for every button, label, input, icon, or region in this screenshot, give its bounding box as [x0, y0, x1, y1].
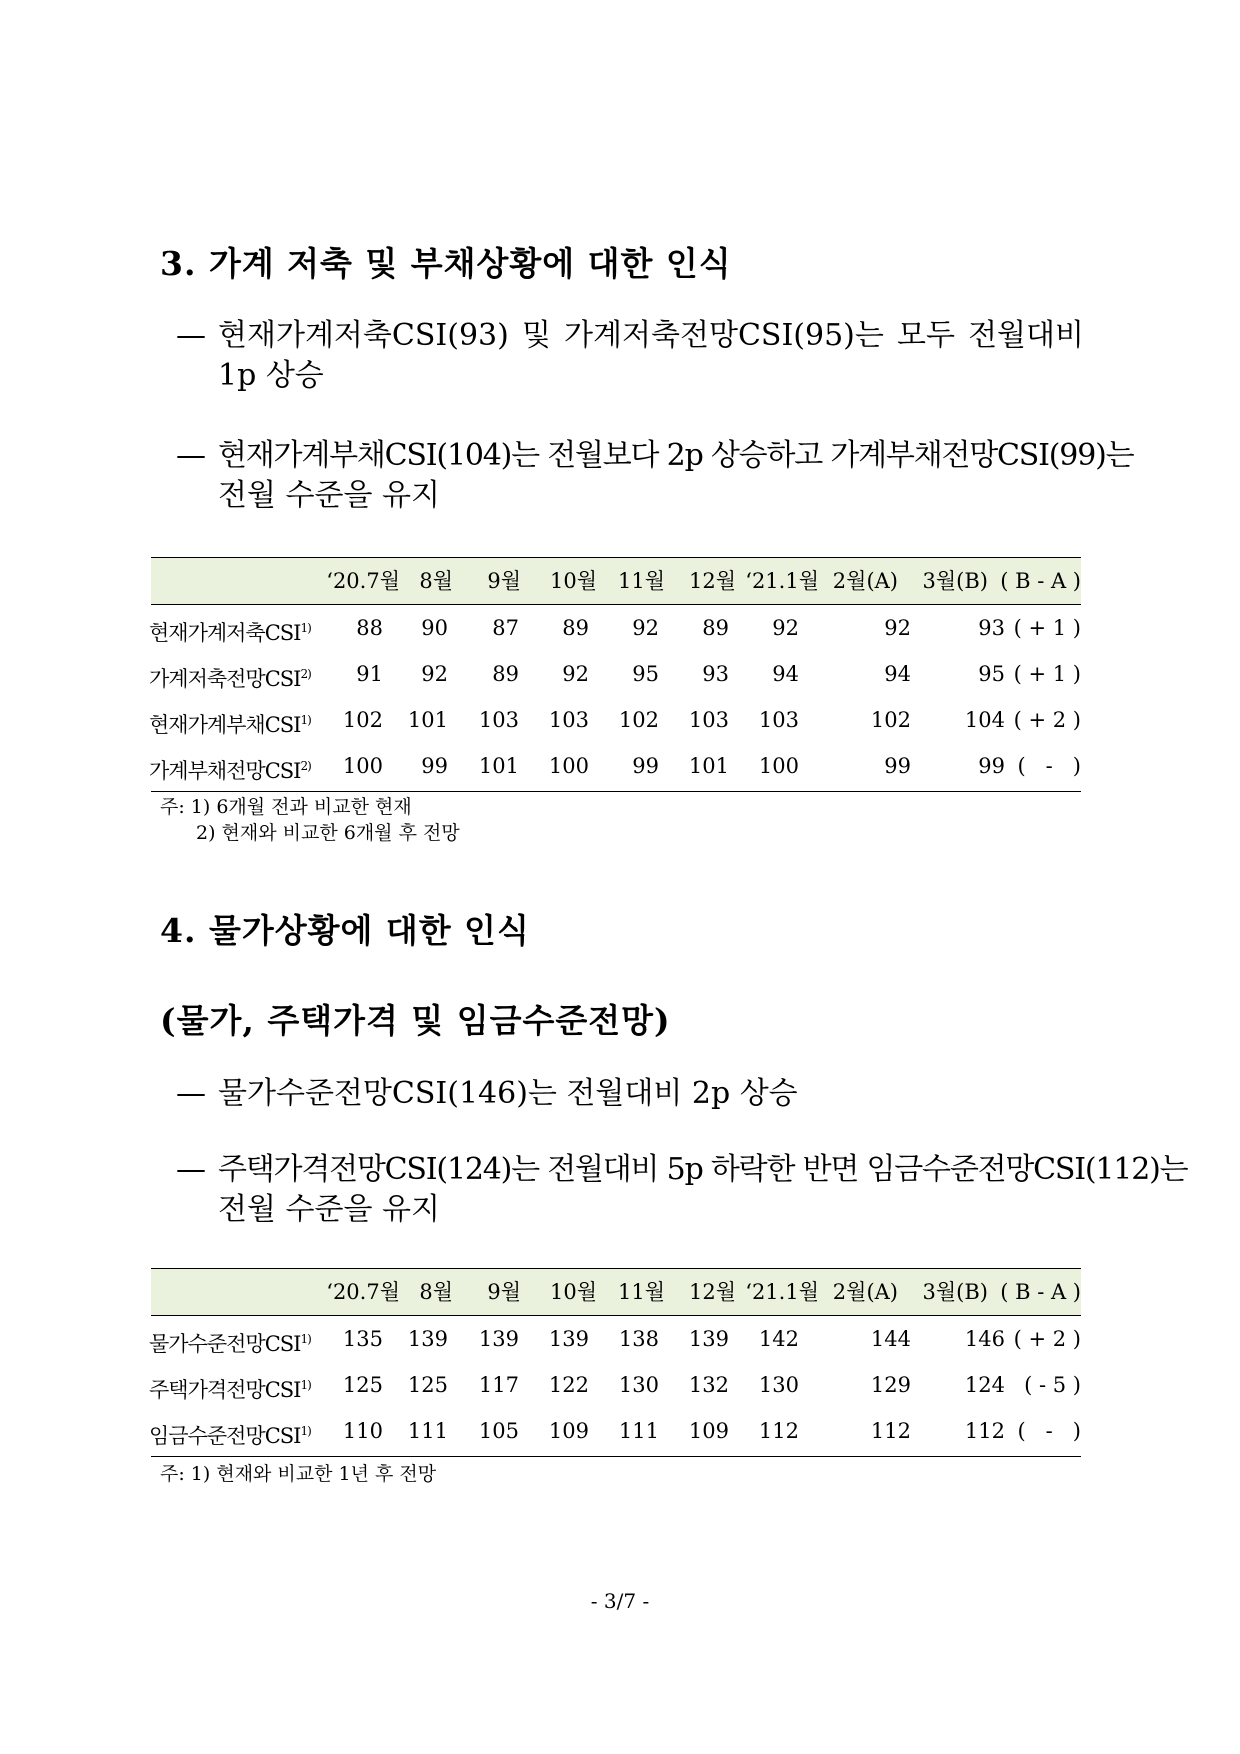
table-cell: 130 [618, 1373, 659, 1397]
section-4-subtitle: (물가, 주택가격 및 임금수준전망) [160, 1001, 671, 1040]
table-cell: 100 [342, 754, 383, 778]
table-row [151, 605, 1081, 651]
table-cell: 122 [548, 1373, 589, 1397]
table-cell: 130 [758, 1373, 799, 1397]
bullet-line-1: 현재가계부채CSI(104)는 전월보다 2p 상승하고 가계부채전망CSI(99)는 [218, 438, 1134, 473]
table-cell: 92 [884, 616, 911, 640]
table-cell: 132 [688, 1373, 729, 1397]
table-cell: 129 [870, 1373, 911, 1397]
row-label: 물가수준전망CSI$^{1)}$ [149, 1332, 311, 1356]
bullet-dash: — [176, 1152, 206, 1187]
page-number: - 3/7 - [590, 1589, 650, 1613]
table-cell: 144 [870, 1327, 911, 1351]
table-cell: 135 [342, 1327, 383, 1351]
section-4-bullet-2 [176, 1150, 1188, 1230]
table-cell: 101 [407, 708, 448, 732]
table-cell: 112 [870, 1419, 911, 1443]
table-cell: 110 [342, 1419, 383, 1443]
column-header: 3월(B) [922, 569, 988, 593]
table-cell: 90 [421, 616, 448, 640]
table-cell: 105 [478, 1419, 519, 1443]
table-cell: 103 [688, 708, 729, 732]
column-header: 2월(A) [832, 1280, 898, 1304]
table-cell: 92 [772, 616, 799, 640]
table-cell: 104 [964, 708, 1005, 732]
section-3-bullet-1 [176, 316, 1096, 396]
table-bottom-rule [151, 1456, 1081, 1457]
table-cell: 139 [478, 1327, 519, 1351]
row-label: 가계저축전망CSI$^{2)}$ [149, 667, 311, 691]
section-4-bullet-1 [176, 1074, 1096, 1114]
table-cell: 125 [407, 1373, 448, 1397]
table-header-row [151, 1268, 1081, 1316]
table-cell: 95 [632, 662, 659, 686]
table-note-1: 주: 1) 6개월 전과 비교한 현재 [160, 796, 412, 818]
table-cell: 101 [478, 754, 519, 778]
table-cell: 139 [548, 1327, 589, 1351]
table-cell: 112 [758, 1419, 799, 1443]
table-row [151, 743, 1081, 789]
column-header: 2월(A) [832, 569, 898, 593]
column-header: 11월 [617, 569, 665, 593]
row-label: 현재가계저축CSI$^{1)}$ [149, 621, 311, 645]
bullet-line-2: 전월 수준을 유지 [218, 1192, 440, 1227]
bullet-dash: — [176, 318, 206, 353]
table-cell: 92 [562, 662, 589, 686]
column-header: 10월 [549, 569, 597, 593]
table-cell: 117 [478, 1373, 519, 1397]
footnote-marker: 1) [300, 621, 311, 635]
table-cell: 139 [688, 1327, 729, 1351]
row-label: 주택가격전망CSI$^{1)}$ [149, 1378, 311, 1402]
column-header: 11월 [617, 1280, 665, 1304]
column-header: ‘21.1월 [745, 1280, 819, 1304]
bullet-line-1: 주택가격전망CSI(124)는 전월대비 5p 하락한 반면 임금수준전망CSI(112)는 [218, 1152, 1188, 1187]
table-cell: 93 [978, 616, 1005, 640]
footnote-marker: 2) [300, 759, 311, 773]
footnote-marker: 1) [300, 1332, 311, 1346]
footnote-marker: 2) [300, 667, 311, 681]
table-row [151, 1408, 1081, 1454]
table-cell: 89 [492, 662, 519, 686]
bullet-line-1: 현재가계저축CSI(93) 및 가계저축전망CSI(95)는 모두 전월대비 [218, 318, 1084, 353]
table-cell: 99 [884, 754, 911, 778]
table-cell: 93 [702, 662, 729, 686]
column-header: 9월 [487, 1280, 521, 1304]
row-label: 임금수준전망CSI$^{1)}$ [149, 1424, 311, 1448]
row-label: 가계부채전망CSI$^{2)}$ [149, 759, 311, 783]
change-cell: ( + 2 ) [1013, 1327, 1081, 1351]
table-cell: 139 [407, 1327, 448, 1351]
column-header: 8월 [419, 1280, 453, 1304]
column-header: 9월 [487, 569, 521, 593]
column-header: ( B - A ) [1000, 1280, 1081, 1304]
section-3-title: 3. 가계 저축 및 부채상황에 대한 인식 [160, 244, 732, 283]
column-header: 10월 [549, 1280, 597, 1304]
change-cell: ( + 2 ) [1013, 708, 1081, 732]
table-row [151, 697, 1081, 743]
column-header: 8월 [419, 569, 453, 593]
bullet-line-2: 전월 수준을 유지 [218, 478, 440, 513]
table-cell: 92 [632, 616, 659, 640]
table-note-1: 주: 1) 현재와 비교한 1년 후 전망 [160, 1463, 437, 1485]
change-cell: ( + 1 ) [1013, 662, 1081, 686]
bullet-dash: — [176, 1076, 206, 1111]
bullet-line-1: 물가수준전망CSI(146)는 전월대비 2p 상승 [218, 1076, 798, 1111]
column-header: ‘20.7월 [326, 569, 400, 593]
table-row [151, 1362, 1081, 1408]
table-header-row [151, 557, 1081, 605]
table-cell: 99 [632, 754, 659, 778]
column-header: 3월(B) [922, 1280, 988, 1304]
table-cell: 89 [702, 616, 729, 640]
section-3-bullet-2 [176, 436, 1134, 516]
change-cell: ( - ) [1017, 1419, 1081, 1443]
price-expectation-csi-table [151, 1268, 1081, 1456]
row-label: 현재가계부채CSI$^{1)}$ [149, 713, 311, 737]
table-cell: 99 [421, 754, 448, 778]
table-note-2: 2) 현재와 비교한 6개월 후 전망 [196, 822, 460, 844]
table-cell: 125 [342, 1373, 383, 1397]
table-cell: 109 [548, 1419, 589, 1443]
table-cell: 111 [407, 1419, 448, 1443]
table-cell: 103 [548, 708, 589, 732]
change-cell: ( - 5 ) [1024, 1373, 1081, 1397]
footnote-marker: 1) [300, 1424, 311, 1438]
table-cell: 103 [758, 708, 799, 732]
column-header: 12월 [688, 569, 736, 593]
column-header: ( B - A ) [1000, 569, 1081, 593]
table-cell: 142 [758, 1327, 799, 1351]
table-cell: 138 [618, 1327, 659, 1351]
table-cell: 124 [964, 1373, 1005, 1397]
table-row [151, 651, 1081, 697]
column-header: 12월 [688, 1280, 736, 1304]
savings-debt-csi-table [151, 557, 1081, 791]
table-cell: 94 [884, 662, 911, 686]
table-cell: 91 [356, 662, 383, 686]
table-cell: 109 [688, 1419, 729, 1443]
table-cell: 100 [758, 754, 799, 778]
footnote-marker: 1) [300, 713, 311, 727]
table-cell: 100 [548, 754, 589, 778]
table-cell: 101 [688, 754, 729, 778]
table-cell: 102 [618, 708, 659, 732]
table-cell: 103 [478, 708, 519, 732]
footnote-marker: 1) [300, 1378, 311, 1392]
table-cell: 94 [772, 662, 799, 686]
table-cell: 112 [964, 1419, 1005, 1443]
table-row [151, 1316, 1081, 1362]
column-header: ‘20.7월 [326, 1280, 400, 1304]
column-header: ‘21.1월 [745, 569, 819, 593]
table-cell: 99 [978, 754, 1005, 778]
table-cell: 95 [978, 662, 1005, 686]
table-cell: 89 [562, 616, 589, 640]
change-cell: ( - ) [1017, 754, 1081, 778]
table-cell: 146 [964, 1327, 1005, 1351]
bullet-dash: — [176, 438, 206, 473]
table-cell: 111 [618, 1419, 659, 1443]
change-cell: ( + 1 ) [1013, 616, 1081, 640]
bullet-line-2: 1p 상승 [218, 358, 324, 393]
table-cell: 102 [342, 708, 383, 732]
table-cell: 87 [492, 616, 519, 640]
table-cell: 88 [356, 616, 383, 640]
table-cell: 102 [870, 708, 911, 732]
table-cell: 92 [421, 662, 448, 686]
section-4-title: 4. 물가상황에 대한 인식 [160, 911, 530, 950]
